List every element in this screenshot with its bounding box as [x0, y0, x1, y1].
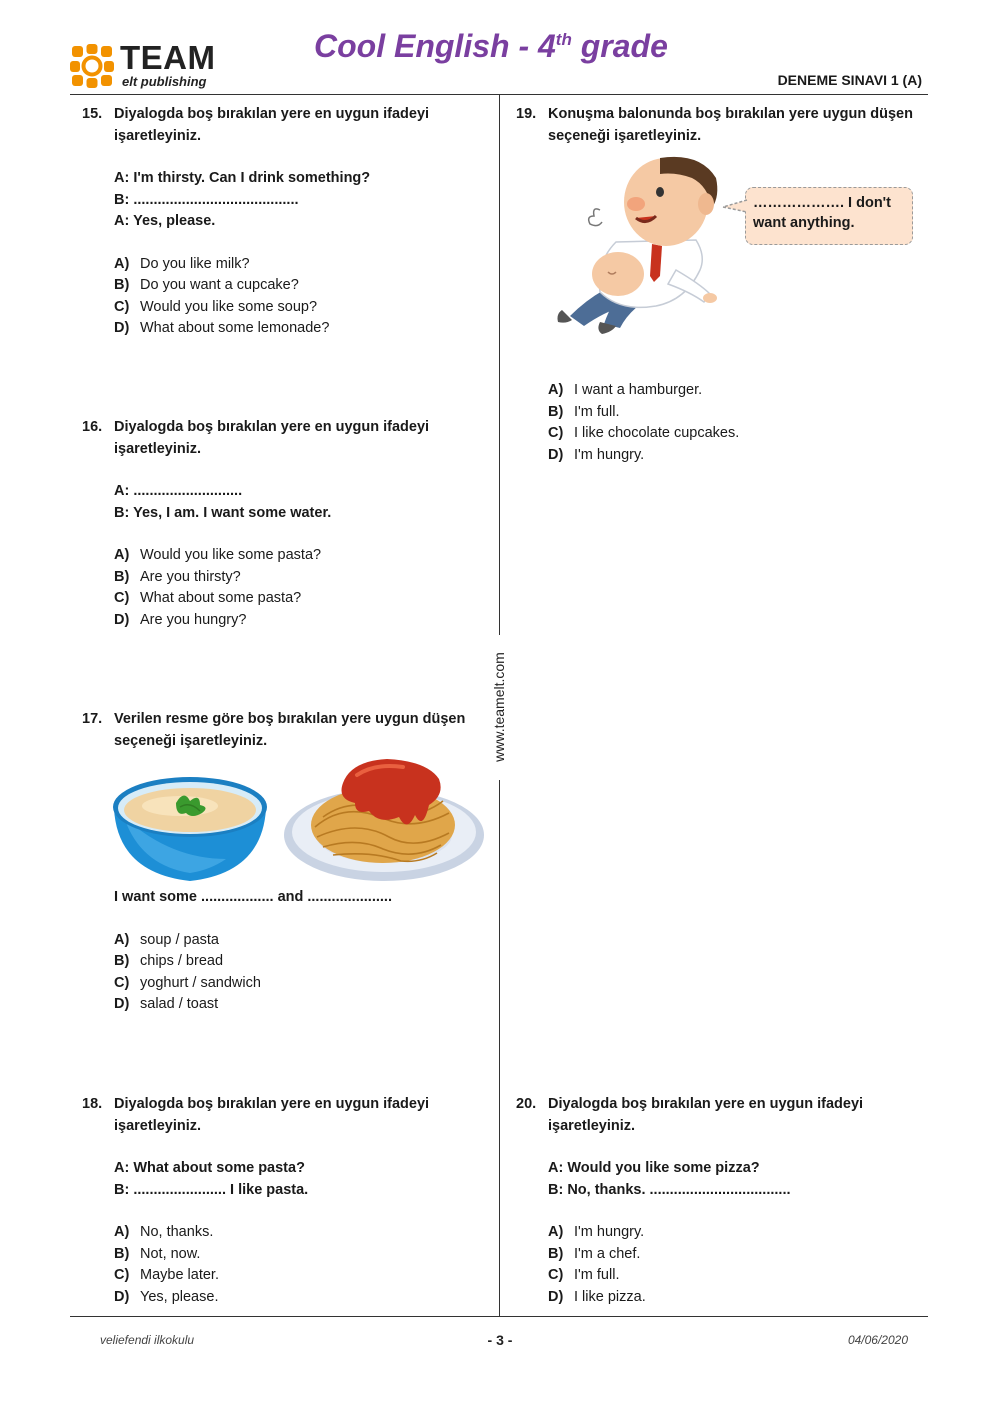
option-text: Do you like milk? [140, 255, 250, 272]
option-letter: D) [548, 446, 564, 463]
option-text: chips / bread [140, 953, 224, 969]
option-letter: C) [114, 974, 130, 991]
dialog-line: A: ........................... [114, 483, 243, 499]
option-c[interactable] [114, 973, 482, 995]
dialog [82, 481, 482, 524]
page-title [314, 26, 668, 66]
question-number: 19. [516, 106, 537, 122]
website-label: www.teamelt.com [491, 652, 507, 762]
dialog [82, 168, 482, 233]
options [82, 254, 482, 340]
full-man-image [556, 152, 736, 334]
question-19-options [516, 380, 916, 466]
options [82, 930, 482, 1016]
question-text: Diyalogda boş bırakılan yere en uygun ifadeyi işaretleyiniz. [114, 106, 430, 144]
question-number: 20. [516, 1096, 537, 1112]
option-letter: C) [114, 1267, 130, 1283]
dialog [516, 1158, 916, 1201]
dialog-line: I want some .................. and ..................... [114, 889, 392, 905]
option-text: Do you want a cupcake? [140, 277, 299, 293]
option-text: Are you thirsty? [140, 568, 241, 585]
speech-bubble-text: ………………. I don't want anything. [753, 195, 891, 231]
option-a[interactable] [114, 254, 482, 276]
dialog-line: B: Yes, I am. I want some water. [114, 504, 332, 521]
option-text: What about some lemonade? [140, 320, 330, 336]
question-text: Verilen resme göre boş bırakılan yere uygun düşen seçeneği işaretleyiniz. [114, 711, 466, 749]
dialog-line: B: ......................................... [114, 191, 299, 208]
option-d[interactable] [114, 994, 482, 1016]
option-text: I want a hamburger. [574, 382, 703, 398]
option-text: Are you hungry? [140, 611, 247, 628]
options [516, 1222, 916, 1308]
question-number: 17. [82, 711, 103, 727]
title-end: grade [571, 28, 668, 64]
option-letter: C) [114, 298, 130, 315]
option-c[interactable] [548, 1265, 916, 1287]
option-letter: A) [548, 1224, 564, 1240]
dialog-line: A: Would you like some pizza? [548, 1160, 760, 1176]
option-text: I like pizza. [574, 1288, 646, 1305]
column-divider-bottom [499, 780, 500, 1316]
dialog [82, 1158, 482, 1201]
option-letter: C) [114, 590, 130, 606]
footer-school: veliefendi ilkokulu [100, 1333, 195, 1347]
question-prompt [82, 709, 482, 752]
options [82, 545, 482, 631]
question-prompt [516, 104, 916, 147]
option-b[interactable] [114, 275, 482, 297]
question-number: 16. [82, 419, 103, 435]
question-19 [516, 104, 916, 147]
option-letter: A) [548, 382, 564, 398]
option-letter: A) [114, 547, 130, 563]
option-c[interactable] [548, 423, 916, 445]
question-prompt [516, 1094, 916, 1137]
option-text: yoghurt / sandwich [140, 974, 261, 991]
brand-name: TEAM [120, 39, 216, 76]
option-letter: A) [114, 255, 130, 272]
option-d[interactable] [114, 1287, 482, 1309]
question-15 [82, 104, 482, 340]
title-main: Cool English - 4 [314, 28, 556, 64]
dialog-line: B: ....................... I like pasta. [114, 1181, 309, 1198]
option-d[interactable] [114, 318, 482, 340]
question-text: Diyalogda boş bırakılan yere en uygun ifadeyi işaretleyiniz. [548, 1096, 864, 1134]
exam-label: DENEME SINAVI 1 (A) [777, 72, 922, 88]
option-text: No, thanks. [140, 1224, 214, 1240]
speech-bubble-tail [721, 198, 749, 216]
option-b[interactable] [114, 951, 482, 973]
option-letter: B) [114, 568, 130, 585]
option-letter: C) [548, 1267, 564, 1283]
question-20 [516, 1094, 916, 1308]
option-d[interactable] [114, 610, 482, 632]
dialog-line: A: Yes, please. [114, 213, 216, 229]
option-text: soup / pasta [140, 931, 219, 948]
option-text: Not, now. [140, 1245, 201, 1262]
option-b[interactable] [114, 1244, 482, 1266]
option-text: I like chocolate cupcakes. [574, 425, 740, 441]
option-a[interactable] [548, 1222, 916, 1244]
option-c[interactable] [114, 588, 482, 610]
option-text: salad / toast [140, 996, 219, 1012]
option-a[interactable] [548, 380, 916, 402]
option-text: I'm a chef. [574, 1245, 641, 1262]
title-superscript: th [555, 30, 572, 49]
dialog [82, 887, 482, 909]
dialog-line: A: What about some pasta? [114, 1160, 305, 1176]
option-text: Would you like some soup? [140, 298, 318, 315]
question-text: Diyalogda boş bırakılan yere en uygun ifadeyi işaretleyiniz. [114, 1096, 430, 1134]
footer-divider [70, 1316, 928, 1317]
page-number: - 3 - [487, 1332, 513, 1348]
dialog-line: A: I'm thirsty. Can I drink something? [114, 170, 371, 186]
option-d[interactable] [548, 1287, 916, 1309]
option-c[interactable] [114, 1265, 482, 1287]
option-letter: B) [548, 1245, 564, 1262]
option-letter: D) [114, 611, 130, 628]
option-b[interactable] [114, 567, 482, 589]
option-letter: A) [114, 1224, 130, 1240]
option-letter: D) [114, 320, 130, 336]
question-number: 18. [82, 1096, 103, 1112]
option-letter: C) [548, 425, 564, 441]
option-letter: B) [114, 277, 130, 293]
option-letter: B) [548, 403, 564, 420]
option-text: Maybe later. [140, 1267, 219, 1283]
option-a[interactable] [114, 1222, 482, 1244]
question-17-body [82, 887, 482, 1016]
option-b[interactable] [548, 1244, 916, 1266]
option-a[interactable] [114, 930, 482, 952]
logo-mark-icon [70, 44, 114, 88]
brand-subtitle: elt publishing [122, 74, 207, 89]
option-text: I'm hungry. [574, 446, 645, 463]
question-number: 15. [82, 106, 103, 122]
options [516, 380, 916, 466]
option-text: I'm full. [574, 1267, 620, 1283]
soup-bowl-image [110, 773, 270, 885]
option-d[interactable] [548, 445, 916, 467]
speech-bubble [745, 187, 913, 245]
question-text: Konuşma balonunda boş bırakılan yere uygun düşen seçeneği işaretleyiniz. [548, 106, 913, 144]
question-prompt [82, 104, 482, 147]
footer-date: 04/06/2020 [847, 1333, 908, 1347]
option-a[interactable] [114, 545, 482, 567]
spaghetti-plate-image [283, 755, 485, 883]
option-c[interactable] [114, 297, 482, 319]
option-letter: D) [114, 1288, 130, 1305]
option-letter: D) [548, 1288, 564, 1305]
option-text: Yes, please. [140, 1288, 219, 1305]
question-prompt [82, 1094, 482, 1137]
question-16 [82, 417, 482, 631]
option-letter: A) [114, 931, 130, 948]
column-divider-top [499, 95, 500, 635]
question-18 [82, 1094, 482, 1308]
option-b[interactable] [548, 402, 916, 424]
option-letter: D) [114, 996, 130, 1012]
option-letter: B) [114, 953, 130, 969]
question-prompt [82, 417, 482, 460]
option-text: I'm hungry. [574, 1224, 645, 1240]
options [82, 1222, 482, 1308]
option-text: Would you like some pasta? [140, 547, 322, 563]
option-text: I'm full. [574, 403, 620, 420]
option-text: What about some pasta? [140, 590, 302, 606]
option-letter: B) [114, 1245, 130, 1262]
team-logo [70, 39, 230, 92]
dialog-line: B: No, thanks. ................................... [548, 1181, 791, 1198]
question-17 [82, 709, 482, 752]
question-text: Diyalogda boş bırakılan yere en uygun ifadeyi işaretleyiniz. [114, 419, 430, 457]
